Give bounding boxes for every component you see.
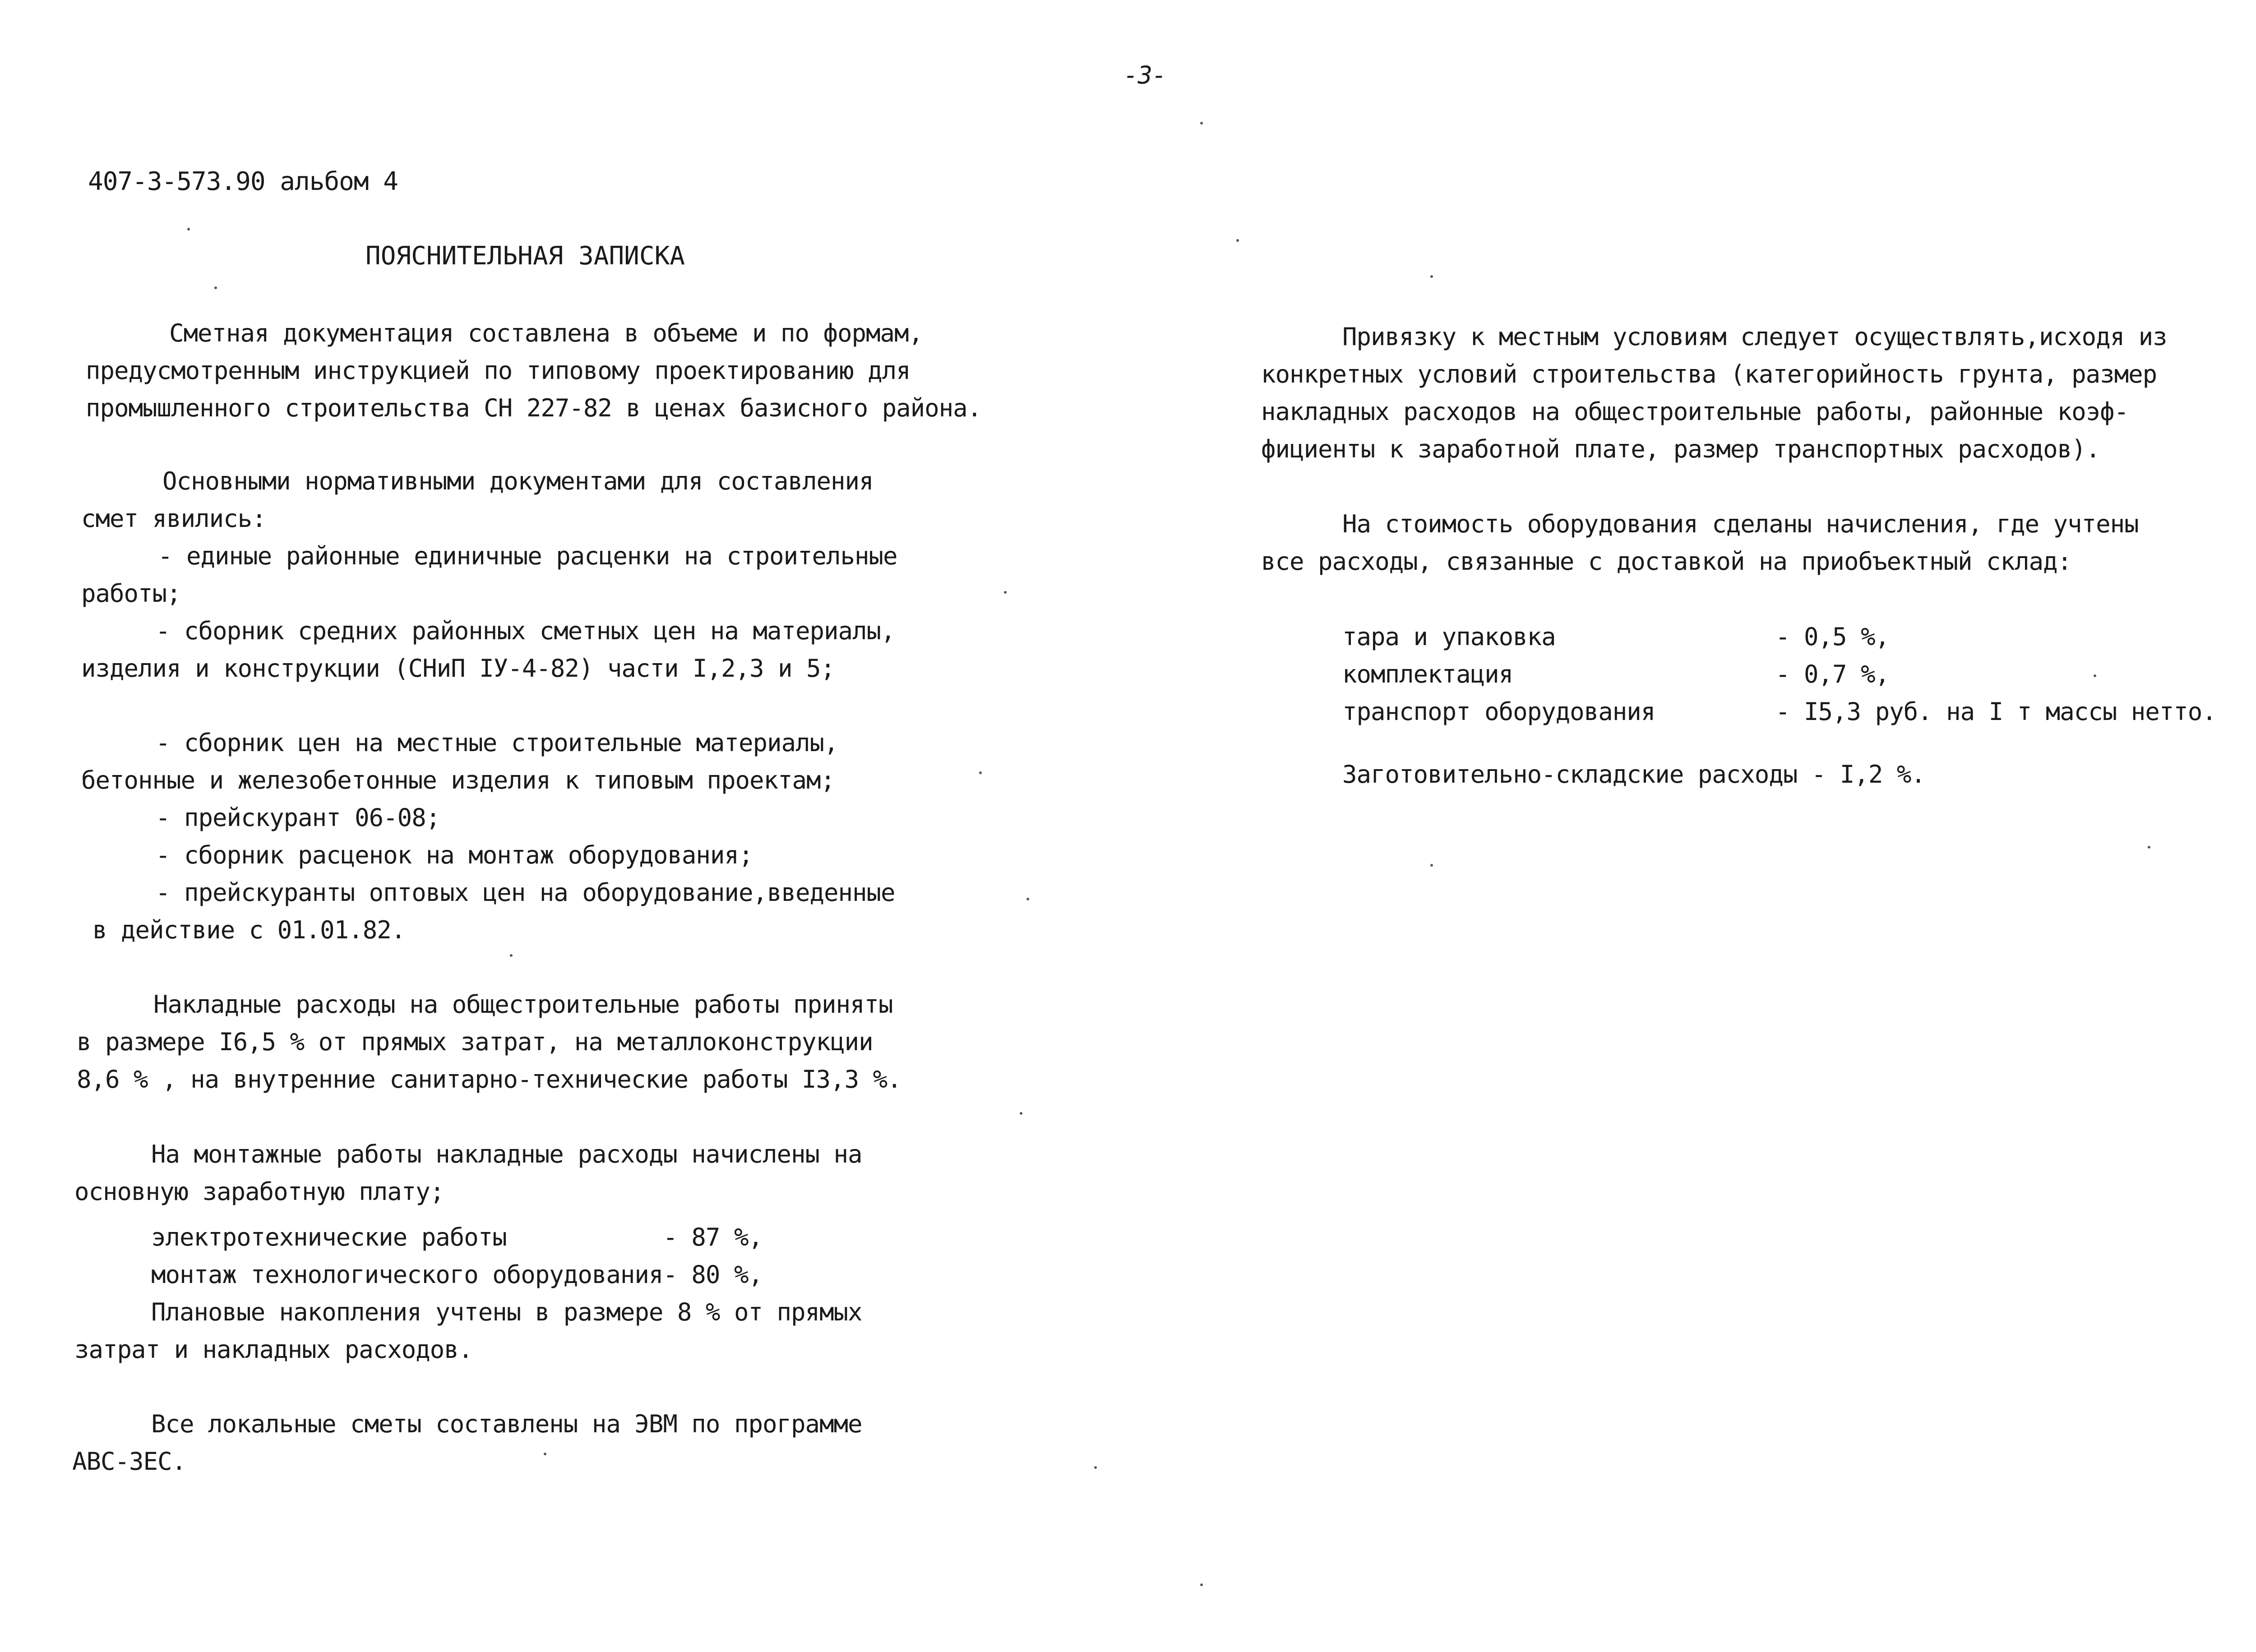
charge-label: тара и упаковка bbox=[1342, 623, 1556, 651]
text-line: Накладные расходы на общестроительные работы приняты bbox=[153, 990, 893, 1019]
text-line: - единые районные единичные расценки на строительные bbox=[158, 542, 897, 570]
text-line: монтаж технологического оборудования- 80 %, bbox=[151, 1260, 763, 1289]
text-line: промышленного строительства СН 227-82 в ценах базисного района. bbox=[86, 394, 982, 422]
text-line: конкретных условий строительства (категорийность грунта, размер bbox=[1261, 360, 2157, 388]
document-code: 407-3-573.90 альбом 4 bbox=[88, 167, 398, 196]
scan-speck bbox=[510, 954, 513, 957]
text-line: изделия и конструкции (СНиП IУ-4-82) части I,2,3 и 5; bbox=[81, 654, 835, 683]
text-line: - сборник средних районных сметных цен на материалы, bbox=[156, 617, 895, 645]
page-title: ПОЯСНИТЕЛЬНАЯ ЗАПИСКА bbox=[365, 241, 685, 271]
scan-speck bbox=[979, 771, 982, 774]
charge-label: транспорт оборудования bbox=[1342, 697, 1655, 726]
text-line: - сборник расценок на монтаж оборудования; bbox=[156, 841, 753, 869]
text-line: затрат и накладных расходов. bbox=[74, 1335, 473, 1364]
text-line: 8,6 % , на внутренние санитарно-технические работы I3,3 %. bbox=[77, 1065, 901, 1094]
text-line: в размере I6,5 % от прямых затрат, на металлоконструкции bbox=[77, 1028, 873, 1056]
text-line: - прейскурант 06-08; bbox=[156, 803, 440, 832]
text-line: - сборник цен на местные строительные материалы, bbox=[156, 729, 838, 757]
scan-speck bbox=[1094, 1466, 1097, 1469]
scan-speck bbox=[1430, 864, 1433, 867]
scan-speck bbox=[214, 286, 217, 289]
text-line: накладных расходов на общестроительные работы, районные коэф- bbox=[1261, 397, 2129, 426]
text-line: электротехнические работы - 87 %, bbox=[151, 1223, 763, 1251]
text-line: предусмотренным инструкцией по типовому проектированию для bbox=[86, 356, 911, 385]
text-line: в действие с 01.01.82. bbox=[92, 916, 406, 944]
text-line: На монтажные работы накладные расходы начислены на bbox=[151, 1140, 862, 1168]
text-line: На стоимость оборудования сделаны начисления, где учтены bbox=[1342, 510, 2139, 538]
text-line: фициенты к заработной плате, размер транспортных расходов). bbox=[1261, 435, 2100, 463]
charge-label: комплектация bbox=[1342, 660, 1513, 688]
charge-value: - 0,7 %, bbox=[1775, 660, 1890, 688]
scan-speck bbox=[1026, 898, 1029, 900]
text-line: Плановые накопления учтены в размере 8 % от прямых bbox=[151, 1298, 862, 1326]
text-line: Сметная документация составлена в объеме и по формам, bbox=[169, 319, 923, 347]
scan-speck bbox=[1200, 1583, 1203, 1586]
text-line: Основными нормативными документами для составления bbox=[162, 467, 874, 495]
text-line: бетонные и железобетонные изделия к типовым проектам; bbox=[81, 766, 835, 794]
scan-speck bbox=[1430, 275, 1433, 278]
text-line: Все локальные сметы составлены на ЭВМ по программе bbox=[151, 1410, 862, 1438]
scan-speck bbox=[1236, 239, 1239, 242]
scan-speck bbox=[2094, 674, 2096, 677]
scan-speck bbox=[2148, 846, 2150, 849]
text-line: работы; bbox=[81, 579, 181, 608]
scan-speck bbox=[187, 228, 190, 231]
text-line: Заготовительно-складские расходы - I,2 %. bbox=[1342, 760, 1925, 789]
text-line: основную заработную плату; bbox=[74, 1177, 444, 1206]
scan-speck bbox=[544, 1453, 546, 1455]
page-number: -3- bbox=[1123, 61, 1166, 89]
scan-speck bbox=[1200, 122, 1203, 125]
scan-speck bbox=[1020, 1112, 1022, 1115]
text-line: Привязку к местным условиям следует осуществлять,исходя из bbox=[1342, 323, 2167, 351]
text-line: АВС-ЗЕС. bbox=[72, 1447, 186, 1476]
scan-speck bbox=[1004, 591, 1007, 594]
charge-value: - I5,3 руб. на I т массы нетто. bbox=[1775, 697, 2216, 726]
text-line: смет явились: bbox=[81, 504, 266, 533]
text-line: все расходы, связанные с доставкой на приобъектный склад: bbox=[1261, 547, 2072, 576]
charge-value: - 0,5 %, bbox=[1775, 623, 1890, 651]
text-line: - прейскуранты оптовых цен на оборудование,введенные bbox=[156, 878, 895, 907]
